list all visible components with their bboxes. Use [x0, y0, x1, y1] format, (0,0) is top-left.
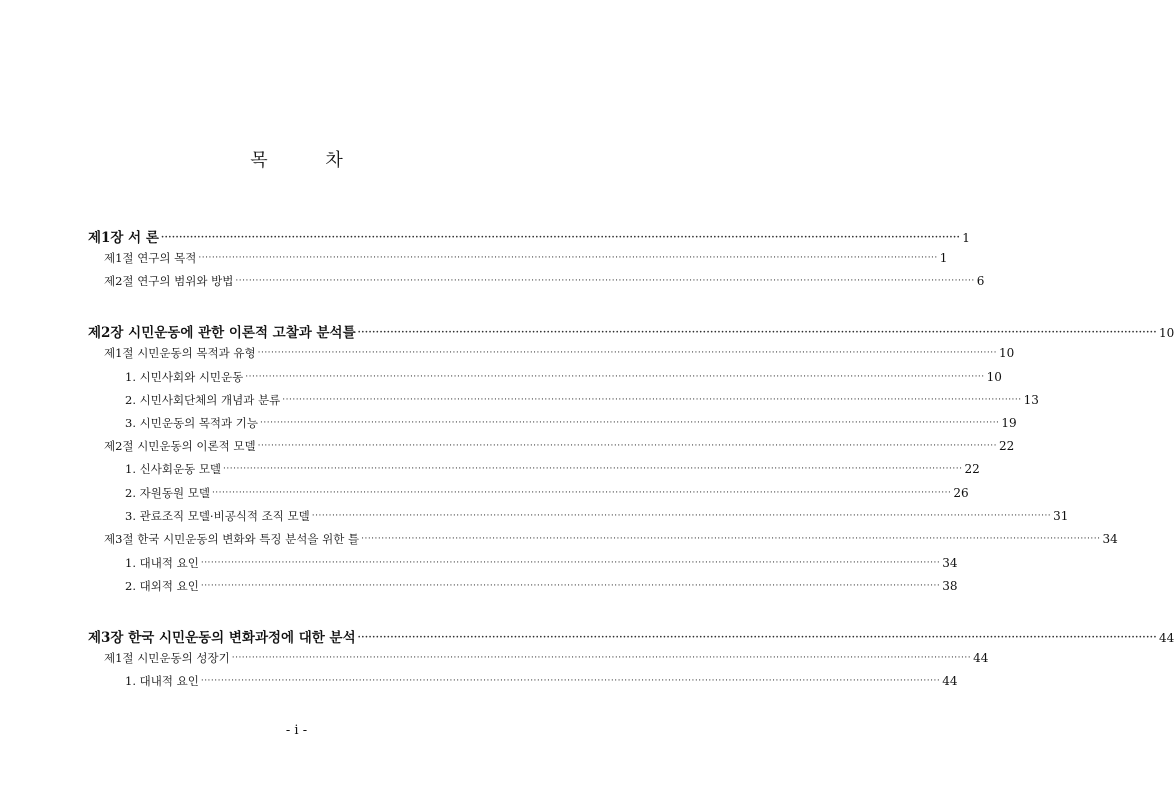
toc-entry-page: 6	[976, 274, 985, 288]
leader-dots: ····························································································································································································································	[282, 395, 1022, 405]
toc-entry-item[interactable]	[125, 485, 969, 505]
toc-entry-label: 3. 시민운동의 목적과 기능	[125, 416, 259, 430]
toc-entry-label: 2. 시민사회단체의 개념과 분류	[125, 393, 281, 407]
toc-entry-page: 44	[973, 651, 989, 665]
toc-entry-section[interactable]	[104, 250, 948, 270]
toc-entry-label: 제1장 서 론	[88, 230, 159, 246]
leader-dots: ····························································································································································································································	[361, 534, 1101, 544]
toc-entry-page: 19	[1001, 416, 1017, 430]
page-number: - i -	[285, 723, 308, 738]
toc-entry-item[interactable]	[125, 578, 958, 598]
toc-entry-page: 44	[942, 674, 958, 688]
toc-entry-label: 2. 대외적 요인	[125, 579, 199, 593]
toc-entry-page: 34	[942, 556, 958, 570]
leader-dots: ····························································································································································································································	[200, 581, 941, 591]
toc-entry-label: 제1절 시민운동의 목적과 유형	[104, 346, 256, 360]
toc-entry-page: 34	[1102, 532, 1118, 546]
leader-dots: ····························································································································································································································	[245, 372, 985, 382]
toc-entry-label: 제2장 시민운동에 관한 이론적 고찰과 분석틀	[88, 325, 356, 341]
toc-entry-label: 제1절 시민운동의 성장기	[104, 651, 230, 665]
toc-entry-section[interactable]	[104, 650, 989, 670]
toc-entry-page: 38	[942, 579, 958, 593]
toc-entry-chapter-1[interactable]	[88, 226, 970, 246]
toc-entry-item[interactable]	[125, 508, 1069, 528]
toc-entry-item[interactable]	[125, 555, 958, 575]
toc-entry-label: 제1절 연구의 목적	[104, 251, 197, 265]
toc-title: 목 차	[250, 150, 369, 171]
toc-entry-label: 1. 대내적 요인	[125, 556, 199, 570]
toc-entry-page: 22	[998, 439, 1015, 453]
toc-entry-item[interactable]	[125, 369, 1002, 389]
toc-entry-page: 44	[1158, 631, 1174, 645]
leader-dots: ····························································································································································································································	[211, 488, 952, 498]
toc-entry-section[interactable]	[104, 438, 1015, 458]
leader-dots: ····························································································································································································································	[231, 653, 972, 663]
leader-dots: ····························································································································································································································	[260, 418, 1000, 428]
leader-dots: ····························································································································································································································	[200, 558, 941, 568]
toc-entry-label: 2. 자원동원 모델	[125, 486, 210, 500]
toc-entry-chapter-3[interactable]	[88, 626, 1174, 646]
leader-dots: ····························································································································································································································	[223, 464, 963, 474]
toc-entry-label: 제2절 시민운동의 이론적 모델	[104, 439, 256, 453]
toc-entry-page: 1	[962, 231, 970, 245]
leader-dots: ····························································································································································································································	[235, 276, 975, 286]
toc-entry-item[interactable]	[125, 415, 1017, 435]
toc-entry-section[interactable]	[104, 345, 1015, 365]
toc-entry-page: 10	[998, 346, 1015, 360]
toc-entry-label: 1. 시민사회와 시민운동	[125, 370, 244, 384]
leader-dots: ····························································································································································································································	[200, 676, 941, 686]
leader-dots: ····························································································································································································································	[257, 441, 997, 451]
leader-dots: ····························································································································································································································	[198, 253, 938, 263]
toc-entry-section[interactable]	[104, 531, 1118, 551]
toc-entry-page: 10	[1158, 326, 1174, 340]
toc-entry-label: 제3절 한국 시민운동의 변화와 특징 분석을 위한 틀	[104, 532, 360, 546]
toc-entry-label: 1. 신사회운동 모델	[125, 462, 222, 476]
toc-entry-chapter-2[interactable]	[88, 321, 1174, 341]
leader-dots: ····························································································································································································································	[357, 633, 1157, 643]
toc-entry-item[interactable]	[125, 392, 1039, 412]
toc-entry-label: 1. 대내적 요인	[125, 674, 199, 688]
toc-entry-page: 26	[953, 486, 969, 500]
toc-entry-label: 3. 관료조직 모델·비공식적 조직 모델	[125, 509, 310, 523]
toc-entry-page: 22	[964, 462, 980, 476]
toc-entry-item[interactable]	[125, 673, 958, 693]
leader-dots: ····························································································································································································································	[311, 511, 1052, 521]
leader-dots: ····························································································································································································································	[357, 328, 1157, 338]
toc-entry-item[interactable]	[125, 461, 980, 481]
leader-dots: ····························································································································································································································	[257, 348, 997, 358]
toc-entry-label: 제2절 연구의 범위와 방법	[104, 274, 234, 288]
toc-entry-page: 13	[1023, 393, 1039, 407]
toc-entry-section[interactable]	[104, 273, 985, 293]
leader-dots: ····························································································································································································································	[160, 233, 961, 243]
toc-entry-page: 1	[939, 251, 948, 265]
toc-entry-label: 제3장 한국 시민운동의 변화과정에 대한 분석	[88, 630, 356, 646]
toc-entry-page: 10	[986, 370, 1002, 384]
toc-entry-page: 31	[1053, 509, 1069, 523]
